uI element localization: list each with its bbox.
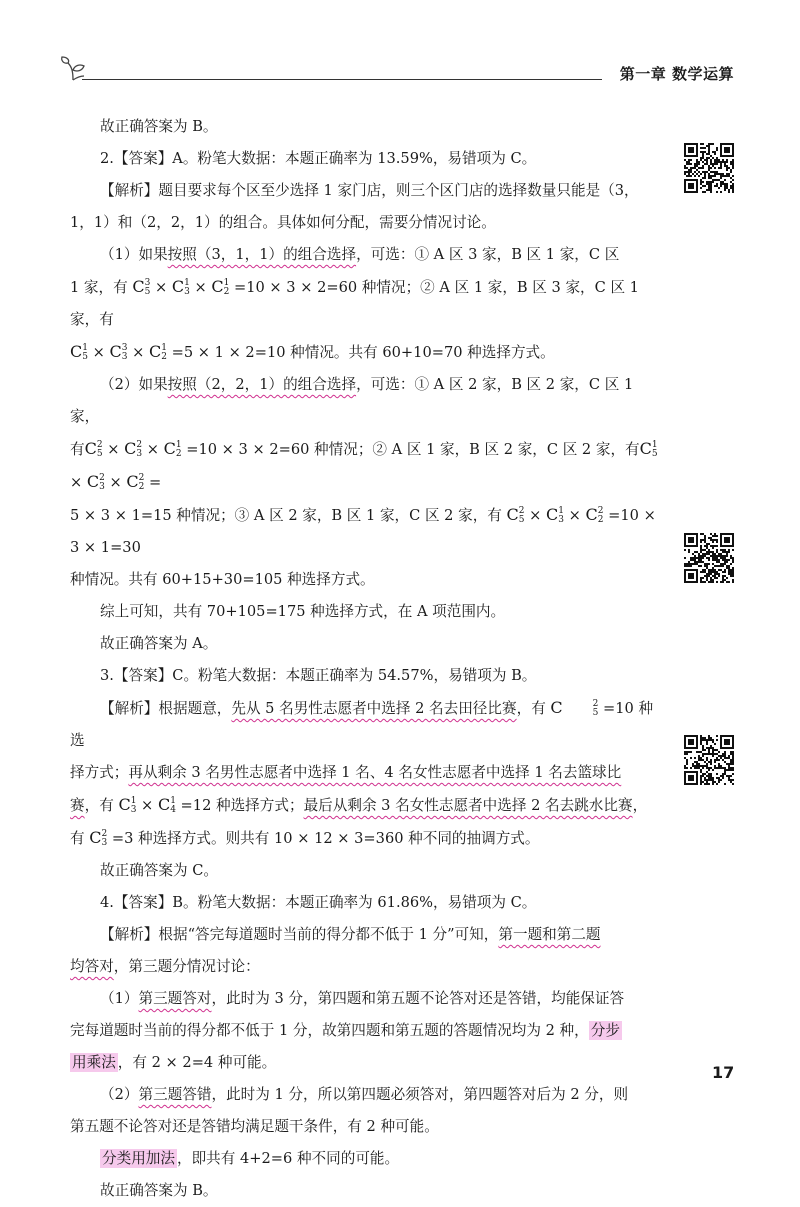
text-line: 综上可知，共有 70+105=175 种选择方式，在 A 项范围内。 (100, 603, 506, 620)
text-line: 【解析】根据“答完每道题时当前的得分都不低于 1 分”可知，第一题和第二题 (100, 926, 601, 943)
combination-expression: C 2 5 × C 1 3 × C 2 2 (506, 505, 604, 525)
combination-term: C 2 3 (89, 828, 108, 848)
combination-term: C 3 3 (109, 342, 128, 362)
text-line: 第五题不论答对还是答错均满足题干条件，有 2 种可能。 (70, 1118, 439, 1135)
text-line: 种情况。共有 60+15+30=105 种选择方式。 (70, 571, 375, 588)
combination-expression: C 3 5 × C 1 3 × C 1 2 (132, 277, 230, 297)
text-line: （2）第三题答错，此时为 1 分，所以第四题必须答对，第四题答对后为 2 分，则 (100, 1086, 629, 1103)
answer-q4: 4.【答案】B。粉笔大数据：本题正确率为 61.86%，易错项为 C。 (100, 894, 537, 911)
answer-q2: 2.【答案】A。粉笔大数据：本题正确率为 13.59%，易错项为 C。 (100, 150, 537, 167)
combination-expression: C 1 5 × C 3 3 × C 1 2 (70, 342, 167, 362)
text-line: C 1 5 × C 3 3 × C 1 2 =5 × 1 × 2=10 种情况。共有 60+10=70 种选择方式。 (70, 342, 555, 362)
combination-term: C 1 2 (163, 439, 182, 459)
combination-expression (89, 830, 107, 847)
answer-q3: 3.【答案】C。粉笔大数据：本题正确率为 54.57%，易错项为 B。 (100, 667, 537, 684)
qr-code-1 (684, 143, 734, 193)
combination-term: C 2 2 (126, 472, 145, 492)
text-line: （1）如果按照（3，1，1）的组合选择，可选：① A 区 3 家，B 区 1 家，C 区 (100, 246, 620, 263)
text-line: 【解析】根据题意，先从 5 名男性志愿者中选择 2 名去田径比赛，有 C 2 5 =10 种选 (70, 698, 654, 749)
text-line: （2）如果按照（2，2，1）的组合选择，可选：① A 区 2 家，B 区 2 家，C 区 1 家， (70, 376, 634, 425)
combination-term: C 2 5 (506, 505, 525, 525)
text-line: 1 家，有 C 3 5 × C 1 3 × C 1 2 =10 × 3 × 2=60 种情况；② A 区 1 家，B 区 3 家，C 区 1 家，有 (70, 277, 639, 328)
text-line: 均答对，第三题分情况讨论： (70, 958, 260, 975)
qr-code-3 (684, 735, 734, 785)
combination-term: C 1 3 (118, 795, 137, 815)
combination-term: C 2 5 (84, 439, 103, 459)
text-line: 分类用加法 ，即共有 4+2=6 种不同的可能。 (102, 1150, 400, 1167)
text-line: （1）第三题答对，此时为 3 分，第四题和第五题不论答对还是答错，均能保证答 (100, 990, 625, 1007)
text-line: 择方式；再从剩余 3 名男性志愿者中选择 1 名、4 名女性志愿者中选择 1 名去篮球比 (70, 764, 622, 781)
text-line: 故正确答案为 C。 (100, 862, 218, 879)
combination-term: C 1 4 (157, 795, 176, 815)
solution-text (70, 111, 660, 1207)
chapter-title: 第一章 数学运算 (619, 65, 734, 83)
combination-term: C 1 2 (149, 342, 167, 362)
combination-term: C 2 3 (86, 472, 105, 492)
combination-expression: C 1 3 × C 1 4 (118, 795, 176, 815)
text-line: 故正确答案为 A。 (100, 635, 218, 652)
combination-term: C 1 2 (211, 277, 230, 297)
combination-term: C 1 5 (70, 342, 88, 362)
text-line: 【解析】题目要求每个区至少选择 1 家门店，则三个区门店的选择数量只能是（3， (100, 182, 639, 199)
text-line: 完每道题时当前的得分都不低于 1 分，故第四题和第五题的答题情况均为 2 种， 分步 (70, 1022, 620, 1039)
combination-expression (550, 700, 598, 717)
combination-term: C 1 3 (546, 505, 565, 525)
combination-term: C 3 5 (132, 277, 151, 297)
text-line: 有 C 2 3 =3 种选择方式。则共有 10 × 12 × 3=360 种不同的抽调方式。 (70, 828, 540, 848)
combination-term: C 2 2 (585, 505, 604, 525)
text-line: 1，1）和（2，2，1）的组合。具体如何分配，需要分情况讨论。 (70, 214, 496, 231)
text-line: 故正确答案为 B。 (100, 118, 218, 135)
text-line: 赛，有 C 1 3 × C 1 4 =12 种选择方式；最后从剩余 3 名女性志愿者中选择 2 名去跳水比赛， (70, 795, 648, 815)
text-line: 有C 2 5 × C 2 3 × C 1 2 =10 × 3 × 2=60 种情况；② A 区 1 家，B 区 2 家，C 区 2 家，有C 1 5 × C 2 3 × C 2 2 = (70, 439, 658, 492)
text-line: 故正确答案为 B。 (100, 1182, 218, 1199)
combination-expression: C 2 5 × C 2 3 × C 1 2 (84, 439, 182, 459)
combination-term: C 1 5 (639, 439, 658, 459)
combination-term: C 2 3 (124, 439, 143, 459)
combination-term: C 2 5 (550, 698, 599, 718)
text-line: 用乘法 ，有 2 × 2=4 种可能。 (72, 1054, 277, 1071)
page-number: 17 (712, 1063, 735, 1082)
combination-expression: C 1 5 × C 2 3 × C 2 2 (70, 439, 658, 492)
combination-term: C 1 3 (171, 277, 190, 297)
qr-code-2 (684, 533, 734, 583)
header-rule (82, 79, 602, 80)
text-line: 5 × 3 × 1=15 种情况；③ A 区 2 家，B 区 1 家，C 区 2 家，有 C 2 5 × C 1 3 × C 2 2 =10 × 3 × 1=30 (70, 505, 656, 556)
